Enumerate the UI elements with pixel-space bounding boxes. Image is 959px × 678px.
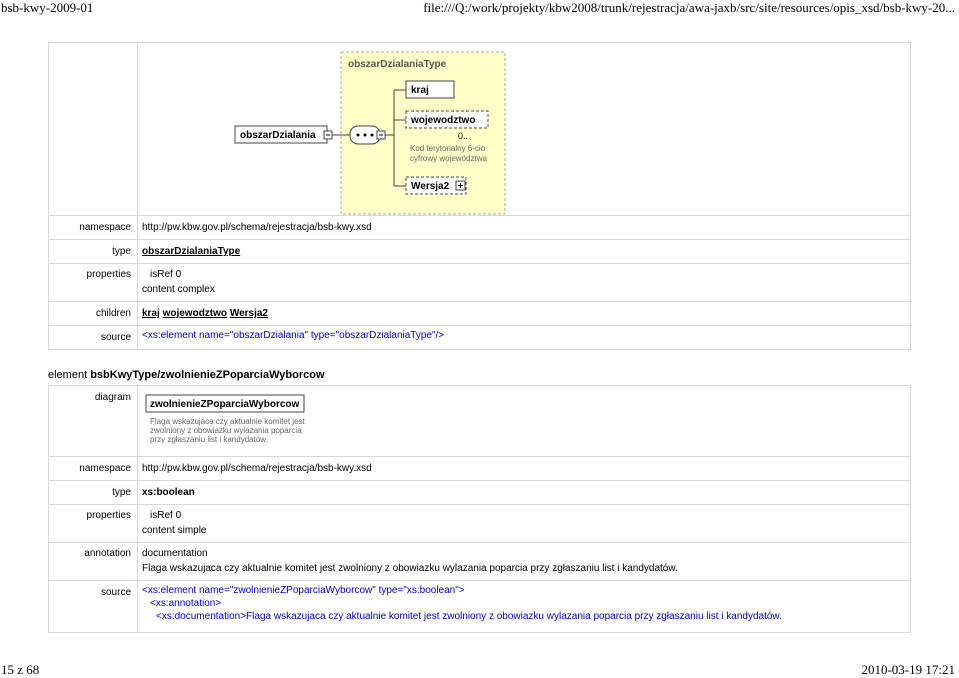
- property-content: content complex: [142, 284, 215, 295]
- page-header-title: bsb-kwy-2009-01: [1, 0, 94, 15]
- type-link[interactable]: obszarDzialaniaType: [142, 246, 241, 257]
- svg-text:przy zgłaszaniu list i kandyda: przy zgłaszaniu list i kandydatów.: [150, 435, 268, 444]
- namespace-value: http://pw.kbw.gov.pl/schema/rejestracja/bsb-kwy.xsd: [138, 216, 911, 240]
- diagram-cell-2: [138, 386, 911, 457]
- source-code-2: <xs:element name="zwolnienieZPoparciaWyborcow" type="xs:boolean"> <xs:annotation> <xs:documentation>Flaga wskazujaca czy aktualnie komitet jest zwolniony z obowiazku wylazania poparcia przy zgłaszaniu list i kandydatów.: [138, 581, 911, 633]
- page-timestamp: 2010-03-19 17:21: [861, 662, 955, 677]
- diagram-obszardzialania: [138, 43, 918, 216]
- complex-type-label: obszarDzialaniaType: [348, 59, 447, 70]
- property-content-2: content simple: [142, 525, 207, 536]
- page-number: 15 z 68: [1, 662, 40, 677]
- diagram-zwolnienie: [138, 386, 438, 457]
- source-code: <xs:element name="obszarDzialania" type="obszarDzialaniaType"/>: [138, 326, 911, 350]
- child-label-wersja2: Wersja2: [411, 181, 450, 192]
- annotation-heading: documentation: [142, 548, 208, 559]
- svg-text:cyfrowy województwa: cyfrowy województwa: [410, 154, 487, 163]
- property-isref-2: isRef 0: [150, 510, 182, 521]
- svg-text:zwolnienieZPoparciaWyborcow: zwolnienieZPoparciaWyborcow: [150, 399, 300, 410]
- element-table-zwolnienie: diagram zwolnienieZPoparciaWyborcow Flaga wskazujaca czy aktualnie komitet jest zwolniony z obowiazku wylazania poparcia przy zgłaszaniu list i kandydatów. namespace http://pw.kbw.gov.pl/schema/rejestracja/bsb-kwy.xsd type xs:boolean properties isRef 0 content simple annotation documentation Flaga wskazujaca czy aktualnie komitet jest zwolniony z obowiazku wylazania poparcia przy zgłaszaniu list i kandydatów. source <xs:element name="zwolnienieZPoparciaWyborcow" type="xs:boolean"> <xs:annotation> <xs:documentation>Flaga wskazujaca czy aktualnie komitet jest zwolniony z obowiazku wylazania poparcia przy zgłaszaniu list i kandydatów.: [48, 385, 911, 633]
- namespace-value-2: http://pw.kbw.gov.pl/schema/rejestracja/bsb-kwy.xsd: [138, 457, 911, 481]
- child-link-wersja2[interactable]: Wersja2: [229, 308, 268, 319]
- child-link-kraj[interactable]: kraj: [142, 308, 160, 319]
- element-table-obszardzialania: obszarDzialaniaType obszarDzialania kraj wojewodztwo 0.. Kod terytorialny 6-cio cyfrowy województwa Wersja2 namespace http://pw.kbw.gov.pl/schema/rejestracja/bsb-kwy.xsd type obszarDzialaniaType properties isRef 0 content complex children kraj wojewodztwo Wersja2 source <xs:element name="obszarDzialania" type="obszarDzialaniaType"/>: [48, 42, 911, 350]
- diagram-cell: [138, 43, 911, 216]
- child-label-kraj: kraj: [411, 85, 429, 96]
- svg-text:zwolniony z obowiazku wylazani: zwolniony z obowiazku wylazania poparcia: [150, 426, 302, 435]
- svg-text:Kod terytorialny 6-cio: Kod terytorialny 6-cio: [410, 144, 486, 153]
- type-value-2: xs:boolean: [138, 481, 911, 505]
- child-link-wojewodztwo[interactable]: wojewodztwo: [162, 308, 228, 319]
- property-isref: isRef 0: [150, 269, 182, 280]
- svg-text:Flaga wskazujaca czy aktualnie: Flaga wskazujaca czy aktualnie komitet jest: [150, 417, 305, 426]
- element-heading: element bsbKwyType/zwolnienieZPoparciaWyborcow: [48, 369, 325, 381]
- element-label-obszardzialania: obszarDzialania: [240, 130, 316, 141]
- svg-text:0..: 0..: [458, 131, 469, 141]
- children-list: [138, 302, 911, 326]
- child-label-wojewodztwo: wojewodztwo: [411, 115, 476, 126]
- annotation-text: Flaga wskazujaca czy aktualnie komitet jest zwolniony z obowiazku wylazania poparcia przy zgłaszaniu list i kandydatów.: [142, 563, 678, 574]
- page-header-url: file:///Q:/work/projekty/kbw2008/trunk/rejestracja/awa-jaxb/src/site/resources/opis_xsd/bsb-kwy-20...: [423, 0, 955, 15]
